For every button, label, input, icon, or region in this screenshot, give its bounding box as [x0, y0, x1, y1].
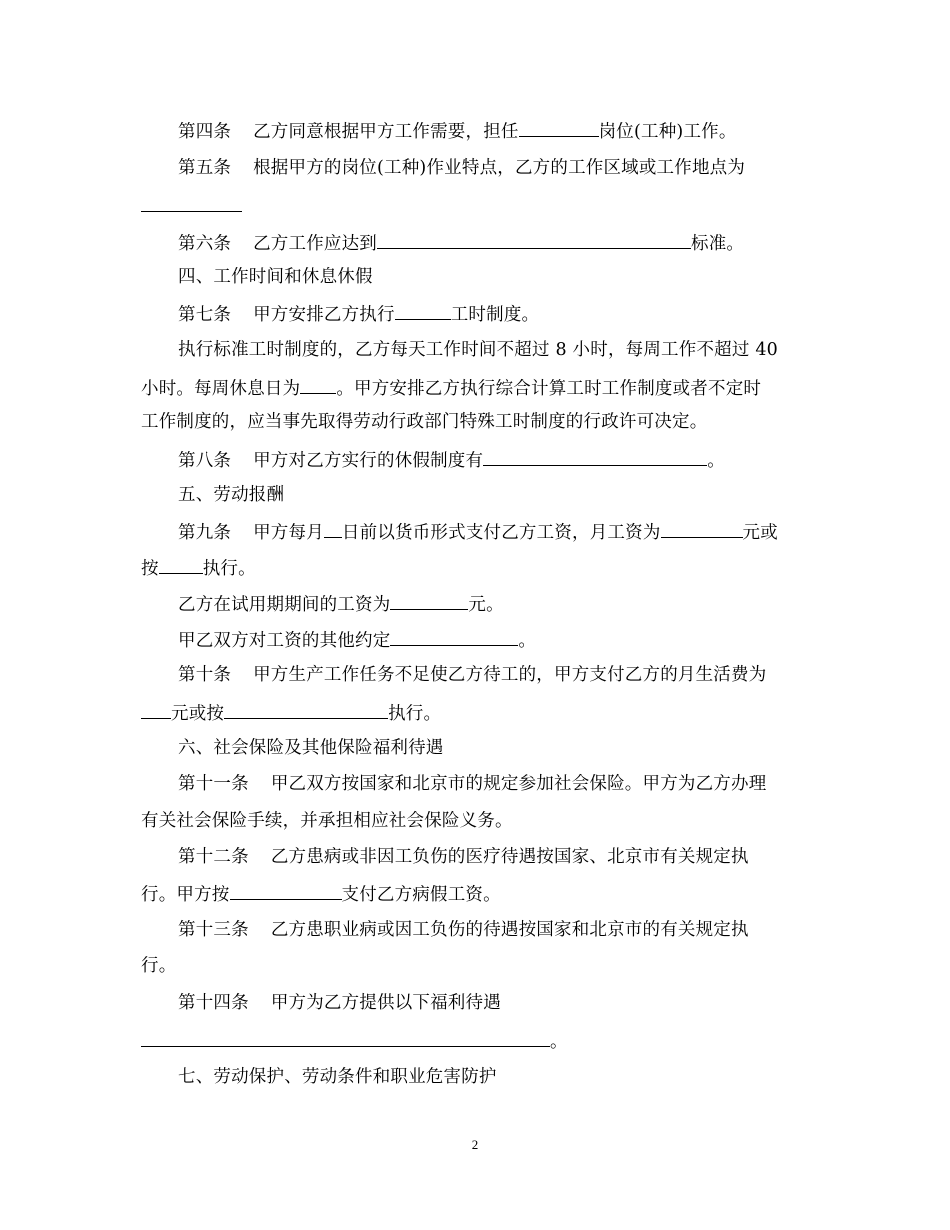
article-number: 第七条 — [178, 305, 232, 325]
article-11: 第十一条 甲乙双方按国家和北京市的规定参加社会保险。甲方为乙方办理 — [178, 774, 767, 794]
paragraph-line: 行。甲方按 支付乙方病假工资。 — [141, 881, 501, 907]
blank-field — [300, 375, 336, 394]
blank-field — [324, 519, 342, 538]
paragraph-line: 有关社会保险手续，并承担相应社会保险义务。 — [141, 811, 513, 831]
section-heading-6: 六、社会保险及其他保险福利待遇 — [178, 738, 444, 758]
blank-field — [224, 700, 388, 719]
paragraph-line: 执行标准工时制度的，乙方每天工作时间不超过 8 小时，每周工作不超过 40 — [178, 340, 778, 360]
article-8: 第八条 甲方对乙方实行的休假制度有 。 — [178, 447, 725, 473]
article-7: 第七条 甲方安排乙方执行 工时制度。 — [178, 301, 539, 327]
blank-field — [230, 881, 342, 900]
blank-field — [390, 591, 468, 610]
paragraph-line: 按 执行。 — [141, 555, 256, 581]
article-number: 第十条 — [178, 665, 232, 685]
blank-field — [483, 447, 707, 466]
paragraph-line: 乙方在试用期期间的工资为 元。 — [178, 591, 504, 617]
article-13: 第十三条 乙方患职业病或因工负伤的待遇按国家和北京市的有关规定执 — [178, 920, 749, 940]
article-number: 第十二条 — [178, 847, 249, 867]
blank-field — [390, 627, 518, 646]
paragraph-line: 甲乙双方对工资的其他约定 。 — [178, 627, 536, 653]
blank-field — [141, 193, 242, 212]
paragraph-line: 。 — [141, 1028, 568, 1054]
article-number: 第八条 — [178, 451, 232, 471]
article-10: 第十条 甲方生产工作任务不足使乙方待工的，甲方支付乙方的月生活费为 — [178, 665, 767, 685]
blank-field — [159, 555, 203, 574]
section-heading-4: 四、工作时间和休息休假 — [178, 267, 373, 287]
article-12: 第十二条 乙方患病或非因工负伤的医疗待遇按国家、北京市有关规定执 — [178, 847, 749, 867]
blank-field — [519, 118, 599, 137]
article-number: 第十一条 — [178, 774, 249, 794]
paragraph-line: 小时。每周休息日为 。甲方安排乙方执行综合计算工时工作制度或者不定时 — [141, 375, 761, 401]
section-heading-5: 五、劳动报酬 — [178, 485, 285, 505]
article-number: 第十三条 — [178, 920, 249, 940]
article-14: 第十四条 甲方为乙方提供以下福利待遇 — [178, 993, 501, 1013]
paragraph-line: 元或按 执行。 — [141, 700, 441, 726]
paragraph-line: 工作制度的，应当事先取得劳动行政部门特殊工时制度的行政许可决定。 — [141, 412, 708, 432]
page-number: 2 — [471, 1137, 479, 1152]
article-9: 第九条 甲方每月 日前以货币形式支付乙方工资，月工资为 元或 — [178, 519, 778, 545]
blank-field — [141, 700, 171, 719]
blank-field — [661, 519, 743, 538]
article-6: 第六条 乙方工作应达到 标准。 — [178, 230, 744, 256]
article-number: 第四条 — [178, 122, 232, 142]
article-number: 第六条 — [178, 234, 232, 254]
blank-field — [395, 301, 451, 320]
blank-field — [141, 1028, 550, 1047]
paragraph-line: 行。 — [141, 956, 177, 976]
article-number: 第十四条 — [178, 993, 249, 1013]
section-heading-7: 七、劳动保护、劳动条件和职业危害防护 — [178, 1067, 497, 1087]
article-5: 第五条 根据甲方的岗位(工种)作业特点，乙方的工作区域或工作地点为 — [178, 158, 746, 178]
article-4: 第四条 乙方同意根据甲方工作需要，担任 岗位(工种)工作。 — [178, 118, 737, 144]
article-number: 第五条 — [178, 158, 232, 178]
article-number: 第九条 — [178, 523, 232, 543]
article-5-blank-line — [141, 193, 242, 219]
blank-field — [377, 230, 691, 249]
